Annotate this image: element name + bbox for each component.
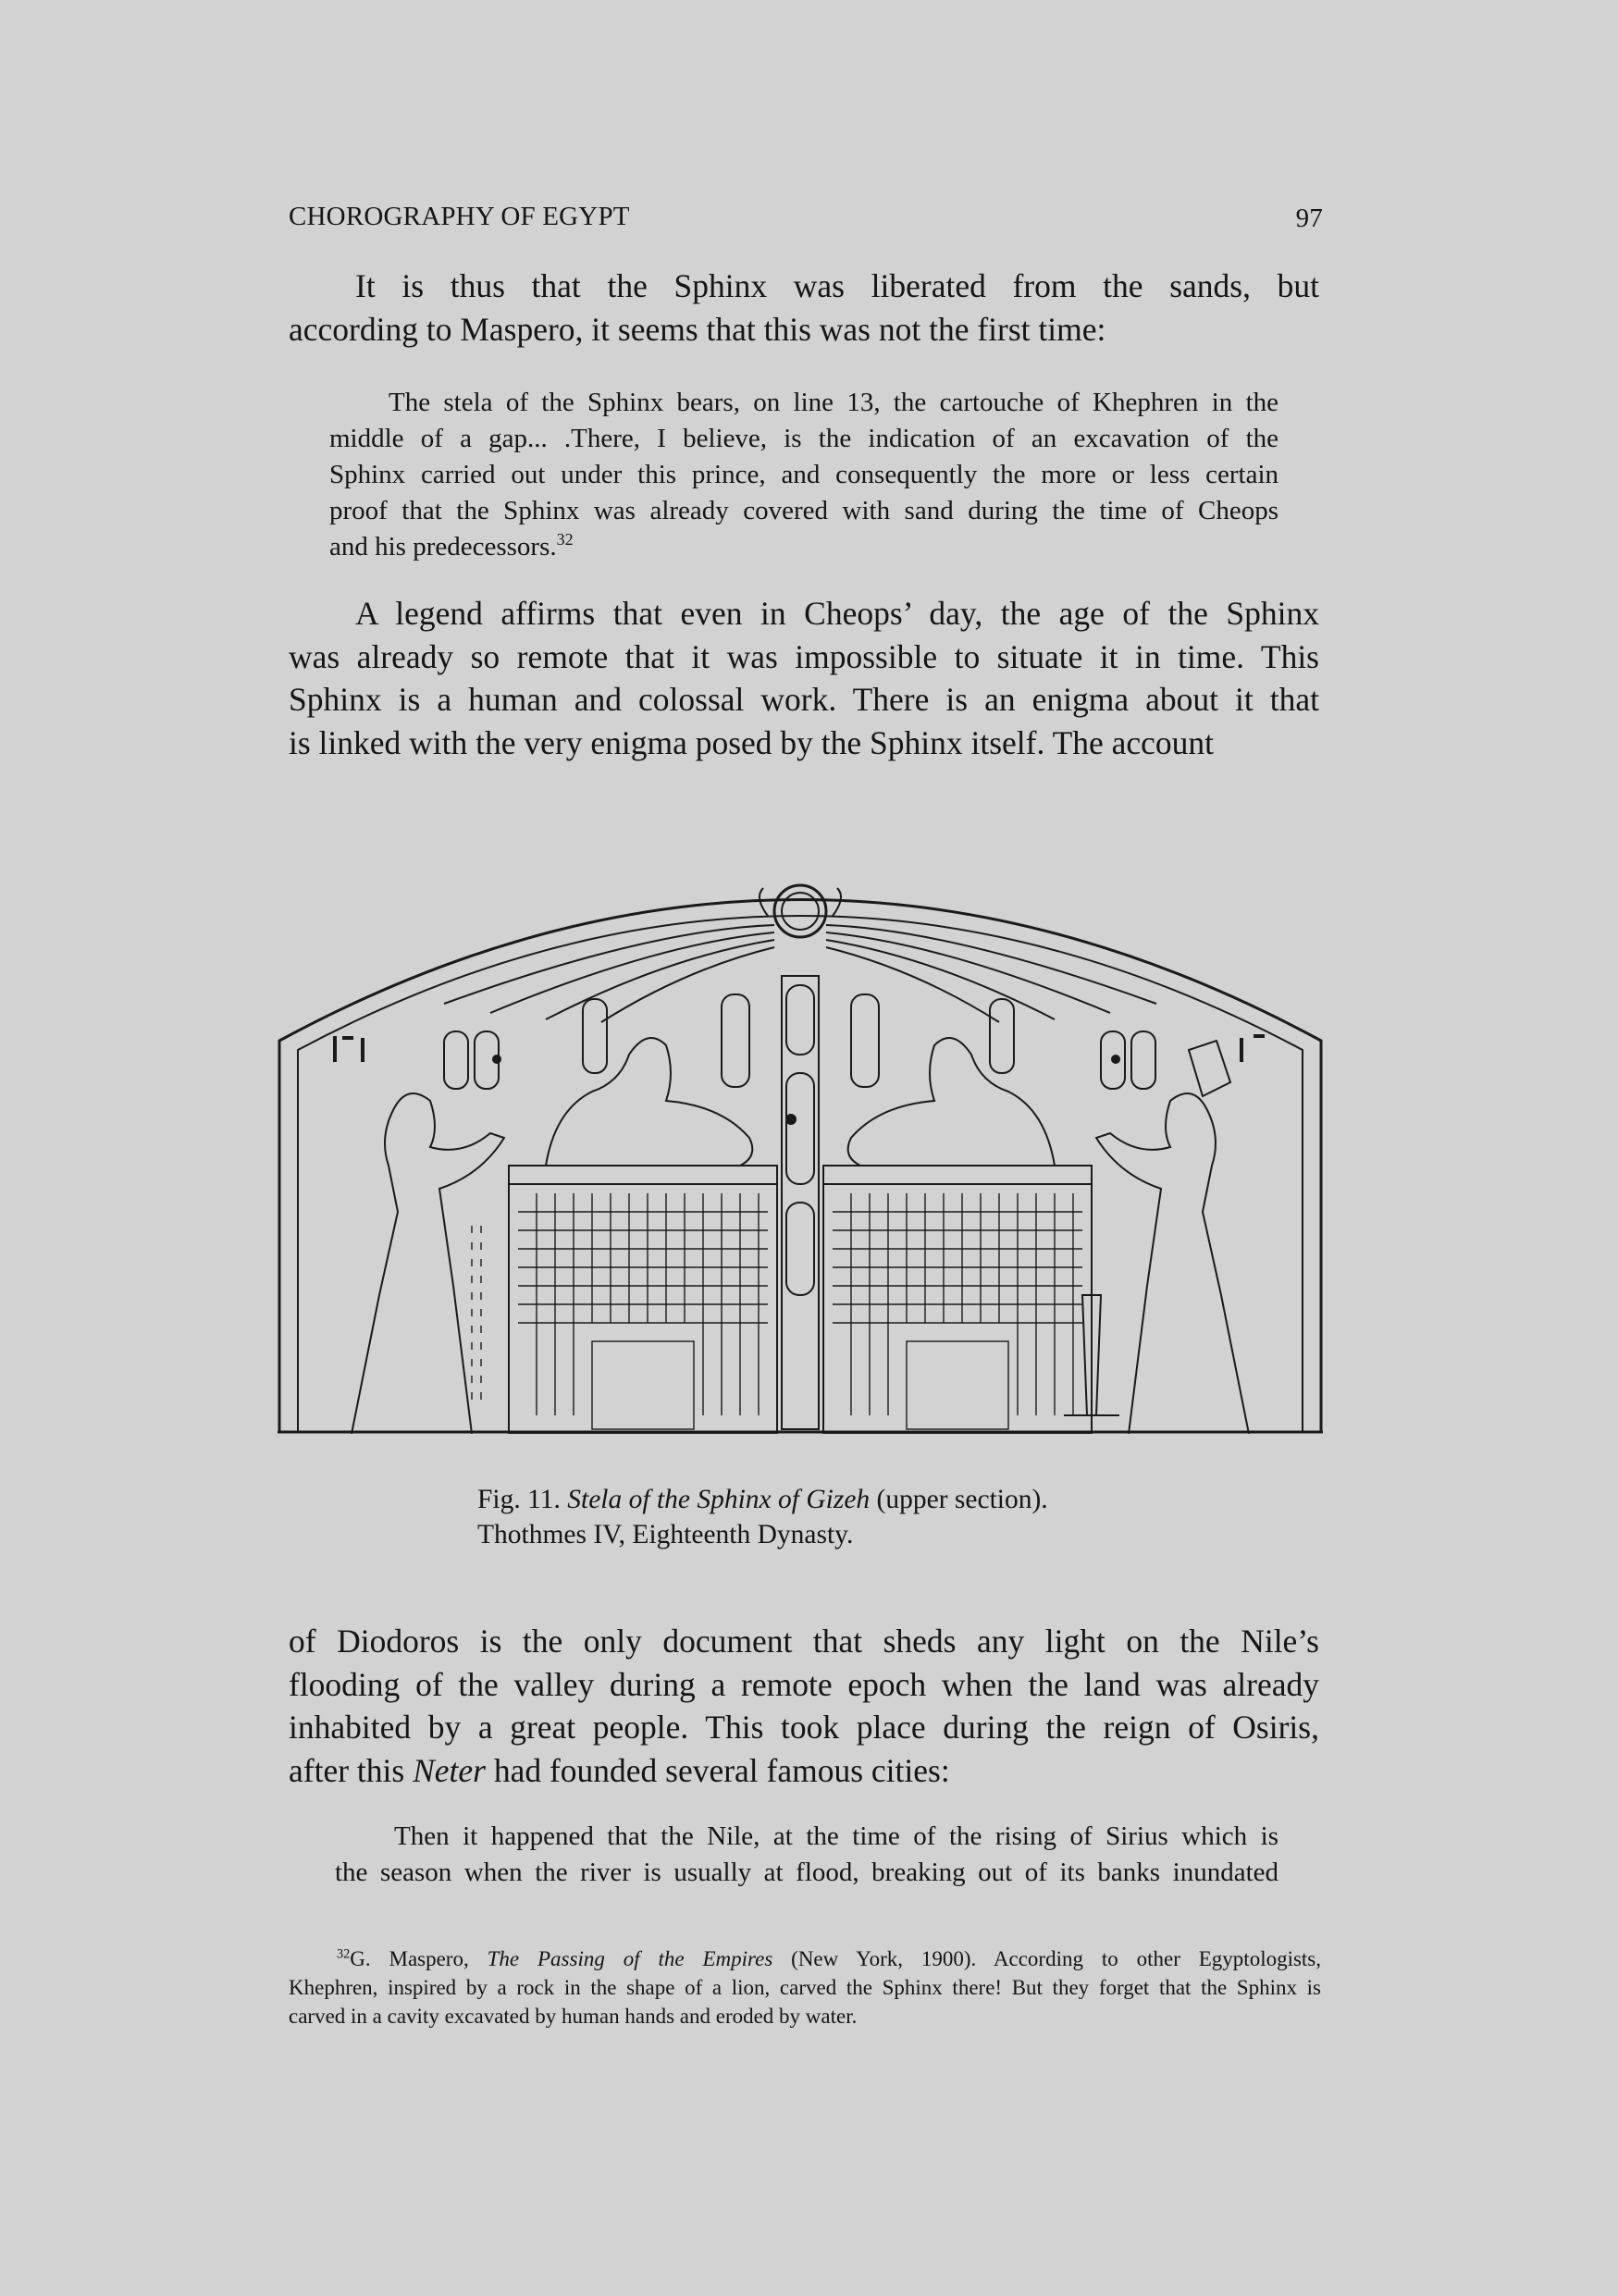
stela-illustration: [278, 860, 1323, 1434]
caption-line-1: [477, 1482, 1125, 1517]
footnote-book-title: The Passing of the Empires: [487, 1947, 773, 1970]
paragraph-3: [289, 1620, 1319, 1792]
paragraph-line: of Diodoros is the only document that sheds any light on the Nile’s: [289, 1623, 1319, 1660]
quote-line: proof that the Sphinx was already covered with sand during the time of Cheops: [329, 496, 1278, 525]
footnote-author: G. Maspero,: [350, 1947, 469, 1970]
paragraph-line: was already so remote that it was impossible to situate it in time. This: [289, 637, 1319, 675]
quote-line-text: and his predecessors.: [329, 532, 557, 562]
paragraph-line: [289, 1749, 1319, 1793]
footnote-line: [289, 1944, 1321, 1973]
caption-suffix: (upper section).: [876, 1485, 1048, 1514]
page-number: 97: [1295, 204, 1323, 233]
wings: [444, 925, 1156, 1022]
paragraph-line: Sphinx is a human and colossal work. There is an enigma about it that: [289, 681, 1319, 718]
stela-figure: [278, 860, 1323, 1434]
paragraph-line: flooding of the valley during a remote epoch when the land was already: [289, 1665, 1319, 1703]
quote-line: [329, 529, 1278, 565]
paragraph-2: [289, 592, 1319, 764]
block-quote-1: [329, 385, 1278, 565]
line-text: after this: [289, 1751, 405, 1789]
line-text: had founded several famous cities:: [493, 1751, 950, 1789]
footnote: [289, 1944, 1321, 2031]
italic-term: Neter: [413, 1751, 486, 1789]
footnote-line: carved in a cavity excavated by human hands and eroded by water.: [289, 2005, 858, 2028]
caption-label: Fig. 11.: [477, 1485, 561, 1514]
quote-line: the season when the river is usually at flood, breaking out of its banks inundated: [335, 1858, 1278, 1887]
paragraph-line: is linked with the very enigma posed by the Sphinx itself. The account: [289, 723, 1215, 761]
paragraph-1: [289, 265, 1319, 351]
caption-title: Stela of the Sphinx of Gizeh: [567, 1485, 871, 1514]
paragraph-line: It is thus that the Sphinx was liberated from the sands, but: [355, 267, 1319, 304]
footnote-ref[interactable]: 32: [556, 530, 574, 549]
quote-line: middle of a gap... .There, I believe, is the indication of an excavation of the: [329, 424, 1278, 453]
running-title: CHOROGRAPHY OF EGYPT: [289, 202, 630, 231]
footnote-text: (New York, 1900). According to other Egyptologists,: [791, 1947, 1322, 1970]
paragraph-line: A legend affirms that even in Cheops’ day, the age of the Sphinx: [355, 595, 1319, 632]
figure-caption: [477, 1482, 1125, 1552]
paragraph-line: inhabited by a great people. This took place during the reign of Osiris,: [289, 1709, 1319, 1746]
quote-line: The stela of the Sphinx bears, on line 13, the cartouche of Khephren in the: [389, 388, 1278, 417]
footnote-number: 32: [337, 1946, 351, 1962]
paragraph-line: according to Maspero, it seems that this was not the first time:: [289, 310, 1106, 348]
quote-line: Then it happened that the Nile, at the time of the rising of Sirius which is: [394, 1821, 1278, 1851]
footnote-line: Khephren, inspired by a rock in the shape of a lion, carved the Sphinx there! But they forget that the Sphinx is: [289, 1976, 1321, 1999]
caption-line-2: Thothmes IV, Eighteenth Dynasty.: [477, 1520, 854, 1549]
block-quote-2: [335, 1819, 1278, 1891]
quote-line: Sphinx carried out under this prince, and consequently the more or less certain: [329, 460, 1278, 489]
